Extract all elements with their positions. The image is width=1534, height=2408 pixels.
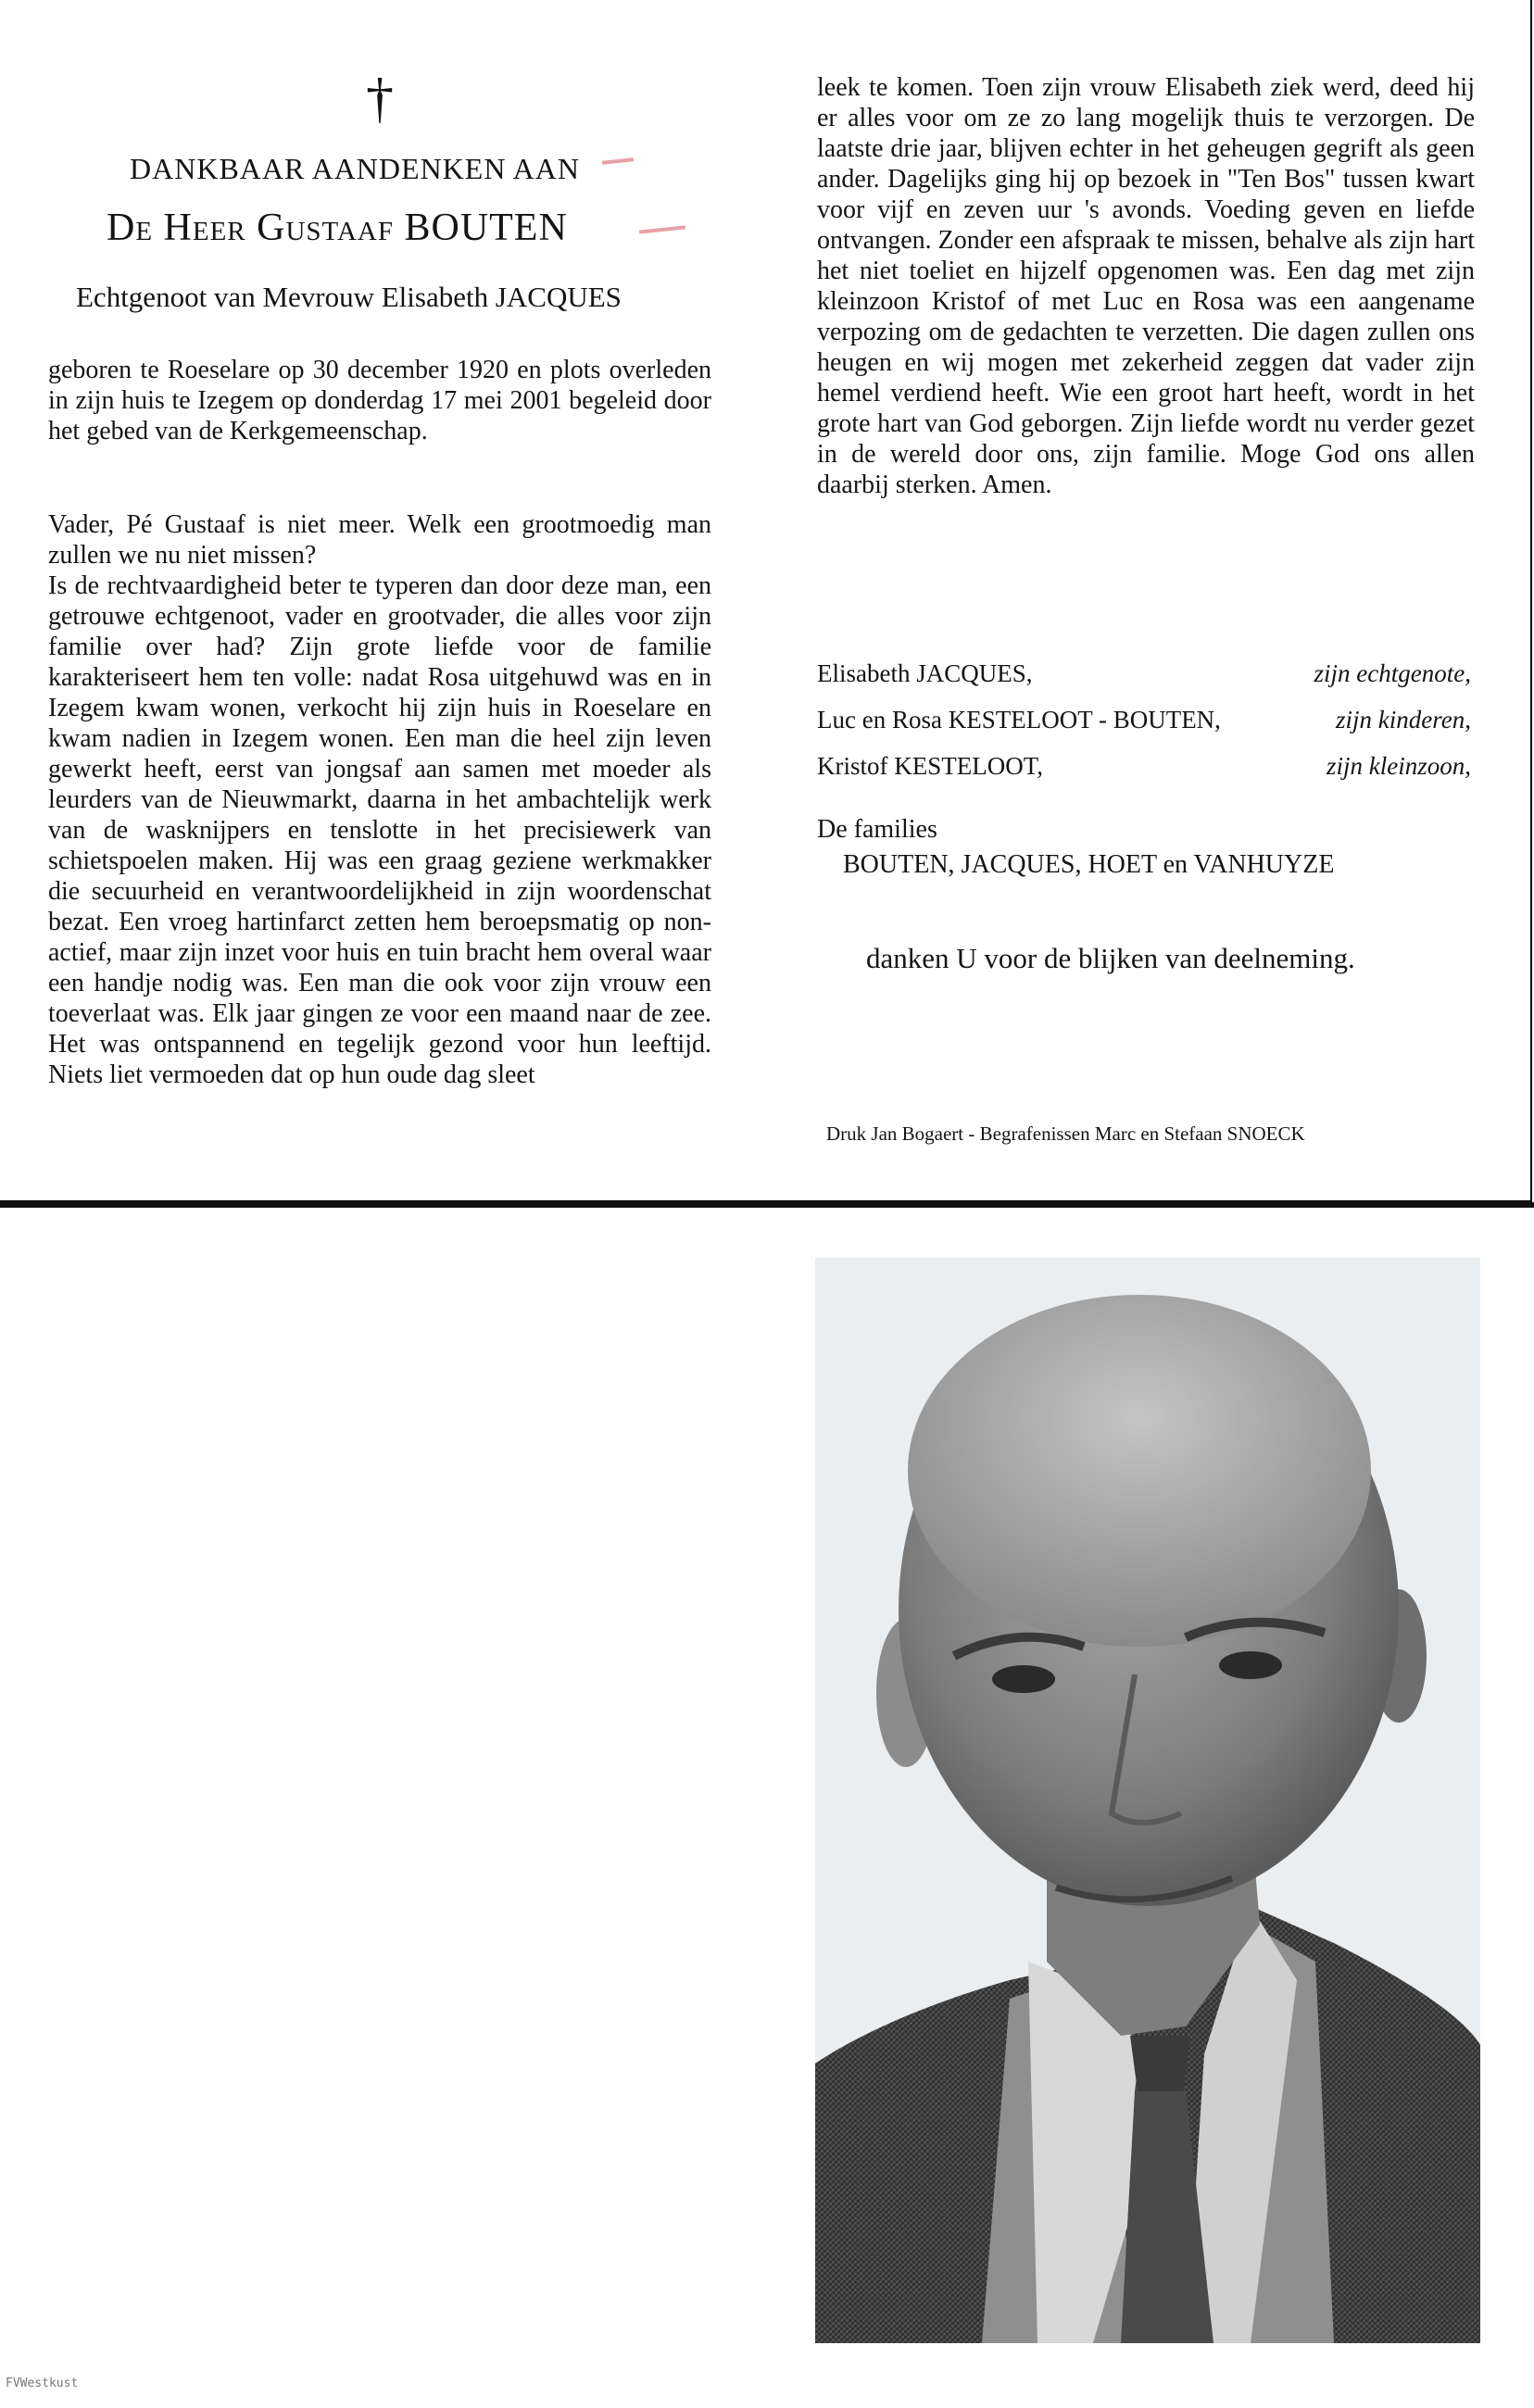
signatory-name: Kristof KESTELOOT,: [817, 752, 1043, 780]
watermark: FVWestkust: [6, 2377, 79, 2390]
signatory-name: Elisabeth JACQUES,: [817, 659, 1033, 687]
birth-death-text: geboren te Roeselare op 30 december 1920 en plots overleden in zijn huis te Izegem op donderdag 17 mei 2001 begeleid door het gebed van de Kerkgemeenschap.: [48, 356, 711, 445]
card-heading: DANKBAAR AANDENKEN AAN: [130, 152, 580, 185]
printer-credit: Druk Jan Bogaert - Begrafenissen Marc en Stefaan SNOECK: [826, 1122, 1305, 1145]
signatory-row: [817, 659, 1471, 688]
signatory-role: zijn kleinzoon,: [1327, 752, 1471, 780]
portrait-illustration: [815, 1258, 1480, 2343]
spouse-line: Echtgenoot van Mevrouw Elisabeth JACQUES: [76, 281, 622, 313]
name-surname: BOUTEN: [404, 207, 568, 249]
signatory-role: zijn kinderen,: [1336, 706, 1471, 734]
portrait-photo: [815, 1258, 1480, 2343]
red-pen-mark: [639, 225, 685, 233]
families-names: BOUTEN, JACQUES, HOET en VANHUYZE: [843, 850, 1335, 879]
signatory-row: [817, 752, 1471, 781]
signatory-name: Luc en Rosa KESTELOOT - BOUTEN,: [817, 706, 1221, 734]
red-pen-mark: [602, 157, 634, 165]
signatory-row: [817, 706, 1471, 734]
signatory-role: zijn echtgenote,: [1314, 659, 1471, 687]
card-bottom-border: [0, 1202, 1534, 1208]
name-prefix: De Heer Gustaaf: [107, 207, 394, 249]
families-title: De families: [817, 815, 937, 844]
thanks-line: danken U voor de blijken van deelneming.: [866, 942, 1355, 974]
cross-icon: †: [366, 68, 394, 129]
tribute-text-right: leek te komen. Toen zijn vrouw Elisabeth ziek werd, deed hij er alles voor om ze zo lang mogelijk thuis te verzorgen. De laatste drie jaar, blijven echter in het geheugen gegrift als geen ander. Dagelijks ging hij op bezoek in "Ten Bos" tussen kwart voor vijf en zeven uur 's avonds. Voeding geven en liefde ontvangen. Zonder een afspraak te missen, behalve als zijn hart het niet toeliet en hijzelf opgenomen was. Een dag met zijn kleinzoon Kristof of met Luc en Rosa was een aangename verpozing om de gedachten te verzetten. Die dagen zullen ons heugen en wij mogen met zekerheid zeggen dat vader zijn hemel verdiend heeft. Wie een groot hart heeft, wordt in het grote hart van God geborgen. Zijn liefde wordt nu verder gezet in de wereld door ons, zijn familie. Moge God ons allen daarbij sterken. Amen.: [817, 73, 1475, 499]
memorial-card: [0, 0, 1532, 1202]
tribute-text-left: Vader, Pé Gustaaf is niet meer. Welk een grootmoedig man zullen we nu niet missen? Is de rechtvaardigheid beter te typeren dan door deze man, een getrouwe echtgenoot, vader en grootvader, die alles voor zijn familie over had? Zijn grote liefde voor de familie karakteriseert hem ten volle: nadat Rosa uitgehuwd was en in Izegem kwam wonen, verkocht hij zijn huis in Roeselare en kwam nadien in Izegem wonen. Een man die heel zijn leven gewerkt heeft, eerst van jongsaf aan samen met moeder als leurders van de Nieuwmarkt, daarna in het ambachtelijk werk van de wasknijpers en tenslotte in het precisiewerk van schietspoelen maken. Hij was een graag geziene werkmakker die secuurheid en verantwoordelijkheid in zijn woordenschat bezat. Een vroeg hartinfarct zetten hem beroepsmatig op non-actief, maar zijn inzet voor huis en tuin bracht hem overal waar een handje nodig was. Een man die ook voor zijn vrouw een toeverlaat was. Elk jaar gingen ze voor een maand naar de zee. Het was ontspannend en tegelijk gezond voor hun leeftijd. Niets liet vermoeden dat op hun oude dag sleet: [48, 510, 711, 1089]
deceased-name: [107, 206, 568, 250]
